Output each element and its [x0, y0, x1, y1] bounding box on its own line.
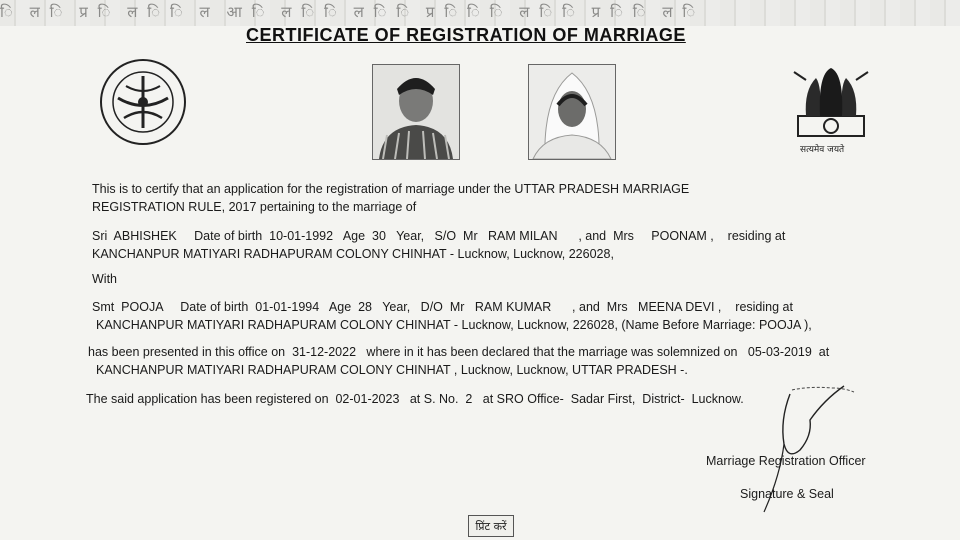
groom-photo: [372, 64, 460, 160]
emblem-motto: सत्यमेव जयते: [800, 145, 845, 155]
print-button[interactable]: प्रिंट करें: [468, 515, 514, 537]
intro-line-1: This is to certify that an application for the registration of marriage under the UTTAR PRADESH MARRIAGE: [92, 182, 690, 196]
intro-line-2: REGISTRATION RULE, 2017 pertaining to the marriage of: [92, 200, 417, 214]
certificate-title: CERTIFICATE OF REGISTRATION OF MARRIAGE: [246, 25, 686, 45]
uttar-pradesh-seal-icon: [96, 58, 190, 146]
bride-details-line-1: Smt POOJA Date of birth 01-01-1994 Age 28 Year, D/O Mr RAM KUMAR , and Mrs MEENA DEVI , residing at: [92, 300, 793, 314]
officer-title: Marriage Registration Officer: [706, 454, 866, 468]
with-label: With: [92, 272, 117, 286]
presented-line-1: has been presented in this office on 31-12-2022 where in it has been declared that the marriage was solemnized on 05-03-2019 at: [88, 345, 830, 359]
registered-line: The said application has been registered on 02-01-2023 at S. No. 2 at SRO Office- Sadar First, District- Lucknow.: [86, 392, 744, 406]
national-emblem-icon: [786, 60, 876, 152]
bride-details-line-2: KANCHANPUR MATIYARI RADHAPURAM COLONY CHINHAT - Lucknow, Lucknow, 226028, (Name Before Marriage: POOJA ),: [96, 318, 812, 332]
signature-seal-label: Signature & Seal: [740, 487, 834, 501]
strip-text: ि ल ि प्र ि ल ि ि ल आ ि ल ि ि ल ि ि प्र ि ि ि ल ि ि प्र ि ि ल ि: [0, 3, 702, 21]
groom-details-line-2: KANCHANPUR MATIYARI RADHAPURAM COLONY CHINHAT - Lucknow, Lucknow, 226028,: [92, 247, 614, 261]
bride-photo: [528, 64, 616, 160]
presented-line-2: KANCHANPUR MATIYARI RADHAPURAM COLONY CHINHAT , Lucknow, Lucknow, UTTAR PRADESH -.: [96, 363, 688, 377]
groom-details-line-1: Sri ABHISHEK Date of birth 10-01-1992 Age 30 Year, S/O Mr RAM MILAN , and Mrs POONAM , residing at: [92, 229, 786, 243]
top-decorative-strip: [0, 0, 960, 26]
